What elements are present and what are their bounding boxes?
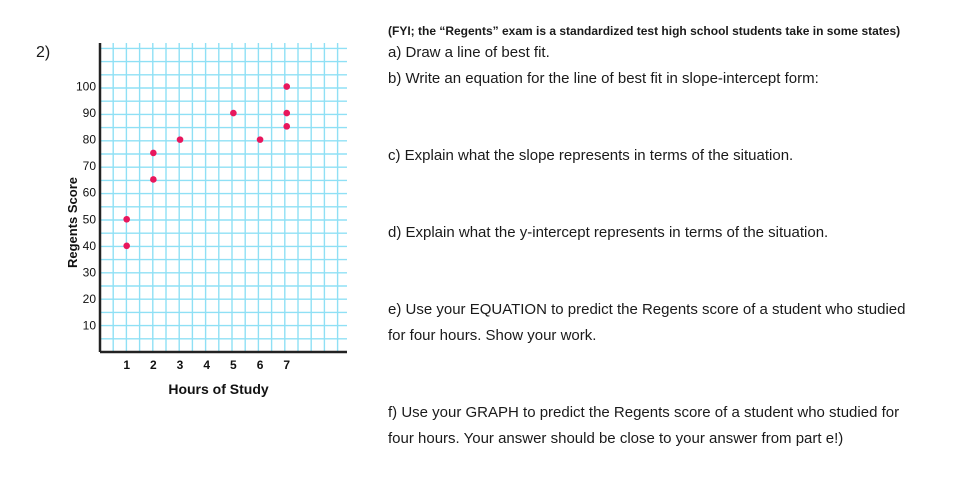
data-point: [230, 110, 237, 117]
question-a: a) Draw a line of best fit.: [388, 44, 550, 61]
x-tick-label: 7: [283, 358, 291, 372]
y-tick-label: 70: [82, 159, 96, 174]
data-point: [283, 83, 290, 90]
question-d: d) Explain what the y-intercept represents in terms of the situation.: [388, 224, 829, 241]
scatter-chart: [60, 30, 360, 410]
question-e-line1: e) Use your EQUATION to predict the Regents score of a student who studied: [388, 301, 906, 318]
question-c: c) Explain what the slope represents in terms of the situation.: [388, 147, 794, 164]
y-tick-label: 40: [82, 238, 96, 253]
y-tick-label: 80: [82, 132, 96, 147]
x-tick-label: 5: [230, 358, 237, 372]
data-point: [283, 110, 290, 117]
question-f-line2: four hours. Your answer should be close to your answer from part e!): [388, 430, 844, 447]
question-number: 2): [36, 44, 51, 61]
x-tick-label: 6: [256, 358, 264, 372]
x-axis-title: Hours of Study: [168, 381, 269, 397]
data-point: [177, 136, 184, 143]
y-axis-title: Regents Score: [65, 176, 80, 269]
y-tick-label: 60: [82, 185, 96, 200]
x-tick-label: 1: [123, 358, 131, 372]
data-point: [283, 123, 290, 130]
y-tick-label: 10: [82, 318, 96, 333]
fyi-note: (FYI; the “Regents” exam is a standardized test high school students take in some states): [388, 24, 901, 38]
data-point: [150, 150, 157, 157]
y-tick-label: 100: [75, 79, 96, 94]
x-tick-label: 3: [176, 358, 184, 372]
x-tick-label: 4: [203, 358, 211, 372]
question-f-line1: f) Use your GRAPH to predict the Regents score of a student who studied for: [388, 404, 900, 421]
data-point: [123, 243, 130, 250]
question-b: b) Write an equation for the line of best fit in slope-intercept form:: [388, 70, 819, 87]
y-tick-label: 50: [82, 212, 96, 227]
y-tick-label: 20: [82, 291, 96, 306]
data-point: [257, 136, 264, 143]
y-tick-label: 90: [82, 106, 96, 121]
question-e-line2: for four hours. Show your work.: [388, 327, 597, 344]
y-tick-label: 30: [82, 265, 96, 280]
x-tick-label: 2: [150, 358, 157, 372]
data-point: [150, 176, 157, 183]
data-point: [123, 216, 130, 223]
